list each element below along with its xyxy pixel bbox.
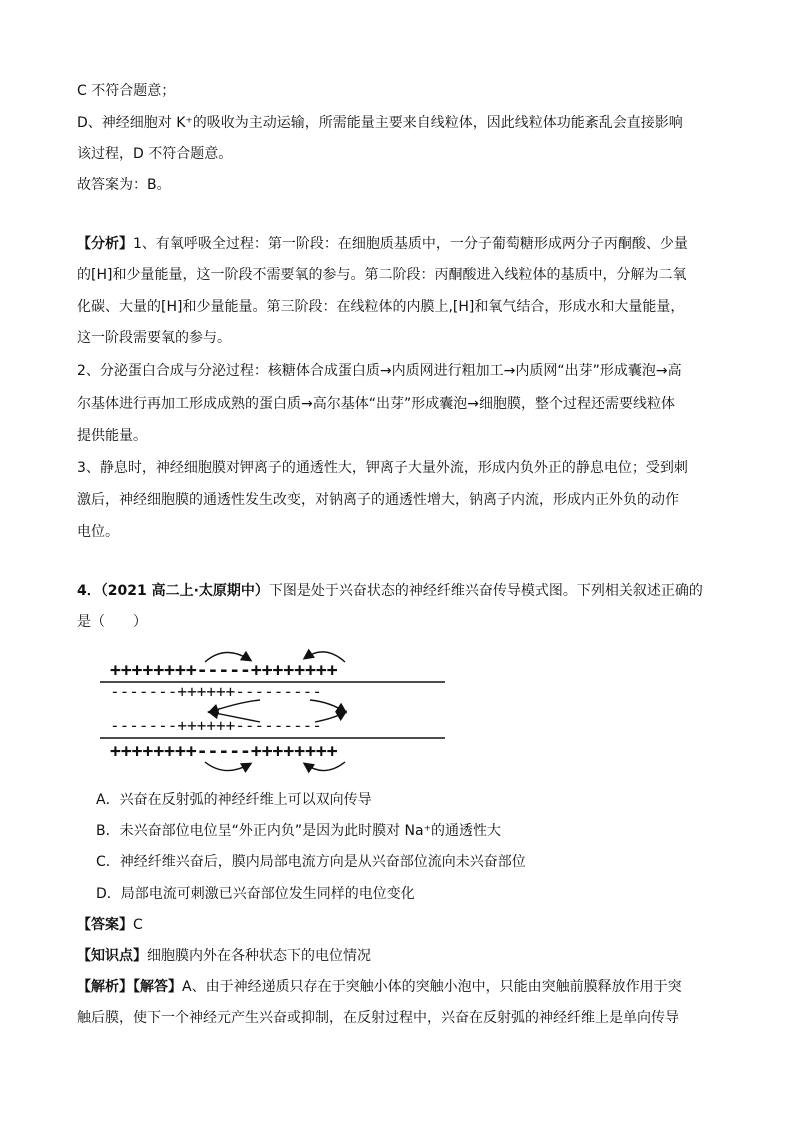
text-line: 电位。 <box>77 524 119 540</box>
current-arrow <box>310 700 345 712</box>
charge-row: ++++++++-----++++++++ <box>110 660 338 681</box>
knowledge-line <box>77 946 371 966</box>
option-a[interactable]: A．兴奋在反射弧的神经纤维上可以双向传导 <box>96 792 372 808</box>
option-c[interactable]: C．神经纤维兴奋后，膜内局部电流方向是从兴奋部位流向未兴奋部位 <box>96 854 526 870</box>
text-line: 提供能量。 <box>77 428 147 444</box>
option-b[interactable]: B．未兴奋部位电位呈“外正内负”是因为此时膜对 Na⁺的通透性大 <box>96 823 502 839</box>
question-stem <box>77 581 703 601</box>
analysis-text: 1、有氧呼吸全过程：第一阶段：在细胞质基质中，一分子葡萄糖形成两分子丙酮酸、少量 <box>133 236 688 252</box>
text-line: 化碳、大量的[H]和少量能量。第三阶段：在线粒体的内膜上,[H]和氧气结合，形成水和大量能量， <box>77 299 685 315</box>
charge-row: -------++++++--------- <box>110 682 322 701</box>
answer-value: C <box>133 917 143 933</box>
charge-row: ++++++++-----++++++++ <box>110 741 338 762</box>
current-arrow <box>205 762 250 771</box>
current-arrow <box>305 762 345 771</box>
text-line: D、神经细胞对 K⁺的吸收为主动运输，所需能量主要来自线粒体，因此线粒体功能紊乱会直接影响 <box>77 115 683 131</box>
text-line: 尔基体进行再加工形成成熟的蛋白质→高尔基体“出芽”形成囊泡→细胞膜，整个过程还需要线粒体 <box>77 396 675 412</box>
text-line: 的[H]和少量能量，这一阶段不需要氧的参与。第二阶段：丙酮酸进入线粒体的基质中，分解为二氧 <box>77 267 687 283</box>
text-line <box>77 234 688 254</box>
knowledge-value: 细胞膜内外在各种状态下的电位情况 <box>147 948 371 964</box>
text-line: 2、分泌蛋白合成与分泌过程：核糖体合成蛋白质→内质网进行粗加工→内质网“出芽”形成囊泡→高 <box>77 363 682 379</box>
nerve-fiber-diagram <box>100 640 460 780</box>
answer-label: 【答案】 <box>77 917 133 933</box>
question-number: 4． <box>77 583 101 599</box>
question-source: （2021 高二上·太原期中） <box>100 583 269 599</box>
question-stem-cont: 是（ ） <box>77 614 147 630</box>
text-line: 3、静息时，神经细胞膜对钾离子的通透性大，钾离子大量外流，形成内负外正的静息电位；受到刺 <box>77 460 688 476</box>
text-line: 激后，神经细胞膜的通透性发生改变，对钠离子的通透性增大，钠离子内流，形成内正外负的动作 <box>77 492 679 508</box>
text-line: 故答案为：B。 <box>77 177 171 193</box>
current-arrow <box>210 700 260 712</box>
explanation-label: 【解析】【解答】 <box>77 979 182 995</box>
analysis-label: 【分析】 <box>77 236 133 252</box>
text-line: 该过程，D 不符合题意。 <box>77 146 233 162</box>
charge-row: -------++++++--------- <box>110 716 322 735</box>
question-text: 下图是处于兴奋状态的神经纤维兴奋传导模式图。下列相关叙述正确的 <box>268 583 703 599</box>
text-line: 这一阶段需要氧的参与。 <box>77 330 231 346</box>
answer-line <box>77 915 143 935</box>
text-line: C 不符合题意； <box>77 83 176 99</box>
explanation-line: 触后膜，使下一个神经元产生兴奋或抑制，在反射过程中，兴奋在反射弧的神经纤维上是单向传导 <box>77 1010 679 1026</box>
explanation-text: A、由于神经递质只存在于突触小体的突触小泡中，只能由突触前膜释放作用于突 <box>182 979 682 995</box>
option-d[interactable]: D．局部电流可刺激已兴奋部位发生同样的电位变化 <box>96 886 415 902</box>
knowledge-label: 【知识点】 <box>77 948 147 964</box>
explanation-line <box>77 977 682 997</box>
